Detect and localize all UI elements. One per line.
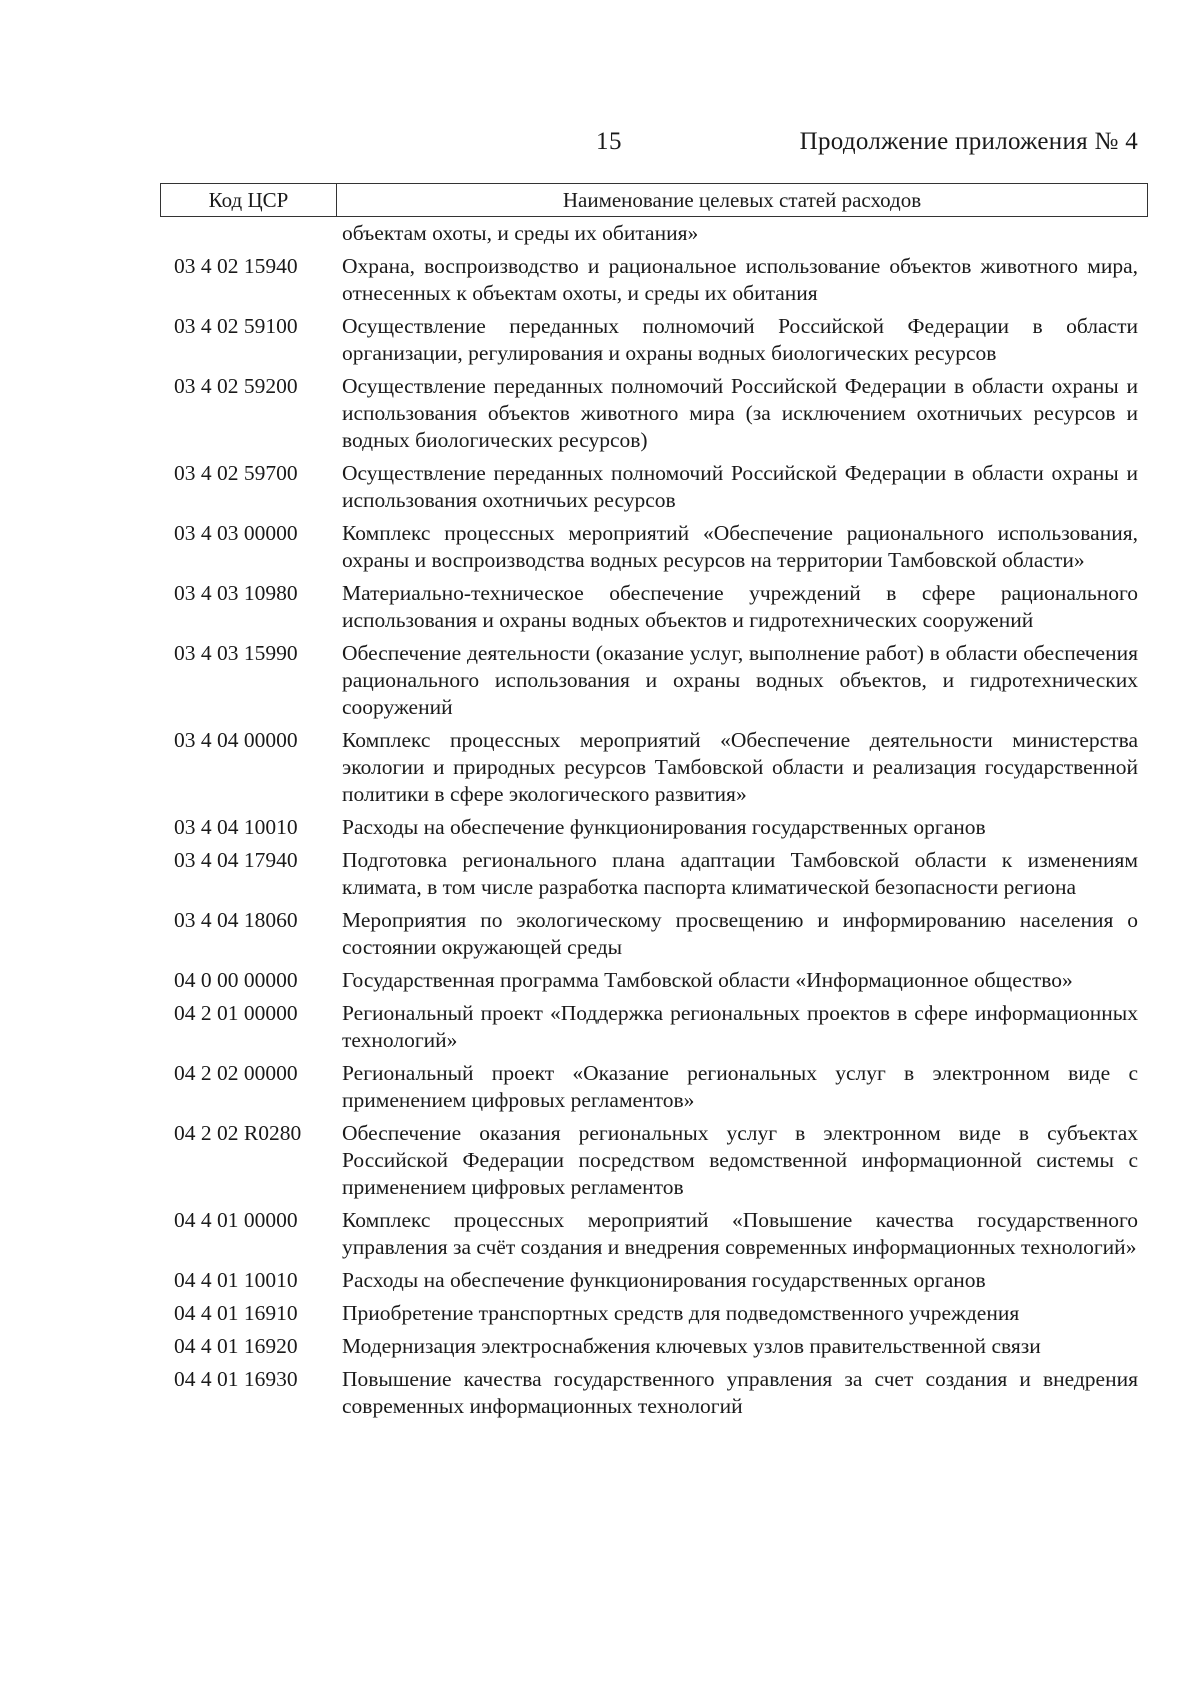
column-header-code: Код ЦСР [161,184,337,216]
table-row [170,1060,1150,1114]
expense-code: 04 4 01 16920 [174,1334,298,1358]
expense-name: Осуществление переданных полномочий Российской Федерации в области охраны и использования охотничьих ресурсов [342,461,1138,512]
table-row [170,727,1150,808]
expense-name: Региональный проект «Поддержка региональных проектов в сфере информационных технологий» [342,1001,1138,1052]
expense-name: Осуществление переданных полномочий Российской Федерации в области охраны и использования объектов животного мира (за исключением охотничьих ресурсов и водных биологических ресурсов) [342,374,1138,452]
table-body [170,220,1150,1426]
expense-code: 03 4 04 18060 [174,908,298,932]
expense-name: Расходы на обеспечение функционирования государственных органов [342,815,986,839]
expense-code: 03 4 02 59200 [174,374,298,398]
expense-code: 04 4 01 00000 [174,1208,298,1232]
expense-name: Государственная программа Тамбовской области «Информационное общество» [342,968,1073,992]
table-row [170,220,1150,247]
appendix-continuation-title: Продолжение приложения № 4 [799,128,1138,155]
expense-name: Материально-техническое обеспечение учреждений в сфере рационального использования и охраны водных объектов и гидротехнических сооружений [342,581,1138,632]
expense-name: Приобретение транспортных средств для подведомственного учреждения [342,1301,1020,1325]
expense-code: 04 4 01 10010 [174,1268,298,1292]
table-row [170,373,1150,454]
expense-code: 03 4 04 10010 [174,815,298,839]
expense-name: Подготовка регионального плана адаптации Тамбовской области к изменениям климата, в том числе разработка паспорта климатической безопасности региона [342,848,1138,899]
table-header [160,183,1148,217]
expense-name: Региональный проект «Оказание региональных услуг в электронном виде с применением цифровых регламентов» [342,1061,1138,1112]
expense-name: Осуществление переданных полномочий Российской Федерации в области организации, регулирования и охраны водных биологических ресурсов [342,314,1138,365]
table-row [170,253,1150,307]
expense-code: 03 4 04 00000 [174,728,298,752]
table-row [170,580,1150,634]
table-row [170,1000,1150,1054]
table-row [170,907,1150,961]
expense-name: Расходы на обеспечение функционирования государственных органов [342,1268,986,1292]
expense-code: 03 4 03 00000 [174,521,298,545]
expense-code: 03 4 02 59700 [174,461,298,485]
expense-code: 03 4 04 17940 [174,848,298,872]
expense-code: 03 4 02 59100 [174,314,298,338]
expense-name: Комплекс процессных мероприятий «Повышение качества государственного управления за счёт создания и внедрения современных информационных технологий» [342,1208,1138,1259]
expense-name: Мероприятия по экологическому просвещению и информированию населения о состоянии окружающей среды [342,908,1138,959]
expense-code: 04 2 02 00000 [174,1061,298,1085]
expense-name: Охрана, воспроизводство и рациональное использование объектов животного мира, отнесенных к объектам охоты, и среды их обитания [342,254,1138,305]
page-number: 15 [596,128,622,155]
expense-code: 03 4 02 15940 [174,254,298,278]
table-row [170,1120,1150,1201]
expense-name: объектам охоты, и среды их обитания» [342,221,699,245]
expense-code: 04 2 02 R0280 [174,1121,302,1145]
column-header-name: Наименование целевых статей расходов [562,187,922,212]
table-row [170,1366,1150,1420]
expense-name: Комплекс процессных мероприятий «Обеспечение деятельности министерства экологии и природных ресурсов Тамбовской области и реализация государственной политики в сфере экологического развития» [342,728,1138,806]
expense-name: Обеспечение оказания региональных услуг в электронном виде в субъектах Российской Федерации посредством ведомственной информационной системы с применением цифровых регламентов [342,1121,1138,1199]
expense-code: 04 4 01 16930 [174,1367,298,1391]
table-row [170,1333,1150,1360]
expense-code: 04 4 01 16910 [174,1301,298,1325]
expense-name: Обеспечение деятельности (оказание услуг, выполнение работ) в области обеспечения рационального использования и охраны водных объектов, и гидротехнических сооружений [342,641,1138,719]
table-row [170,1207,1150,1261]
expense-code: 04 0 00 00000 [174,968,298,992]
expense-code: 04 2 01 00000 [174,1001,298,1025]
table-row [170,313,1150,367]
table-row [170,967,1150,994]
expense-code [170,220,342,247]
table-row [170,847,1150,901]
expense-code: 03 4 03 15990 [174,641,298,665]
table-row [170,1267,1150,1294]
table-row [170,814,1150,841]
expense-name: Модернизация электроснабжения ключевых узлов правительственной связи [342,1334,1041,1358]
expense-name: Комплекс процессных мероприятий «Обеспечение рационального использования, охраны и воспроизводства водных ресурсов на территории Тамбовской области» [342,521,1138,572]
expense-name: Повышение качества государственного управления за счет создания и внедрения современных информационных технологий [342,1367,1138,1418]
expense-code: 03 4 03 10980 [174,581,298,605]
table-row [170,460,1150,514]
table-row [170,640,1150,721]
table-row [170,520,1150,574]
table-row [170,1300,1150,1327]
